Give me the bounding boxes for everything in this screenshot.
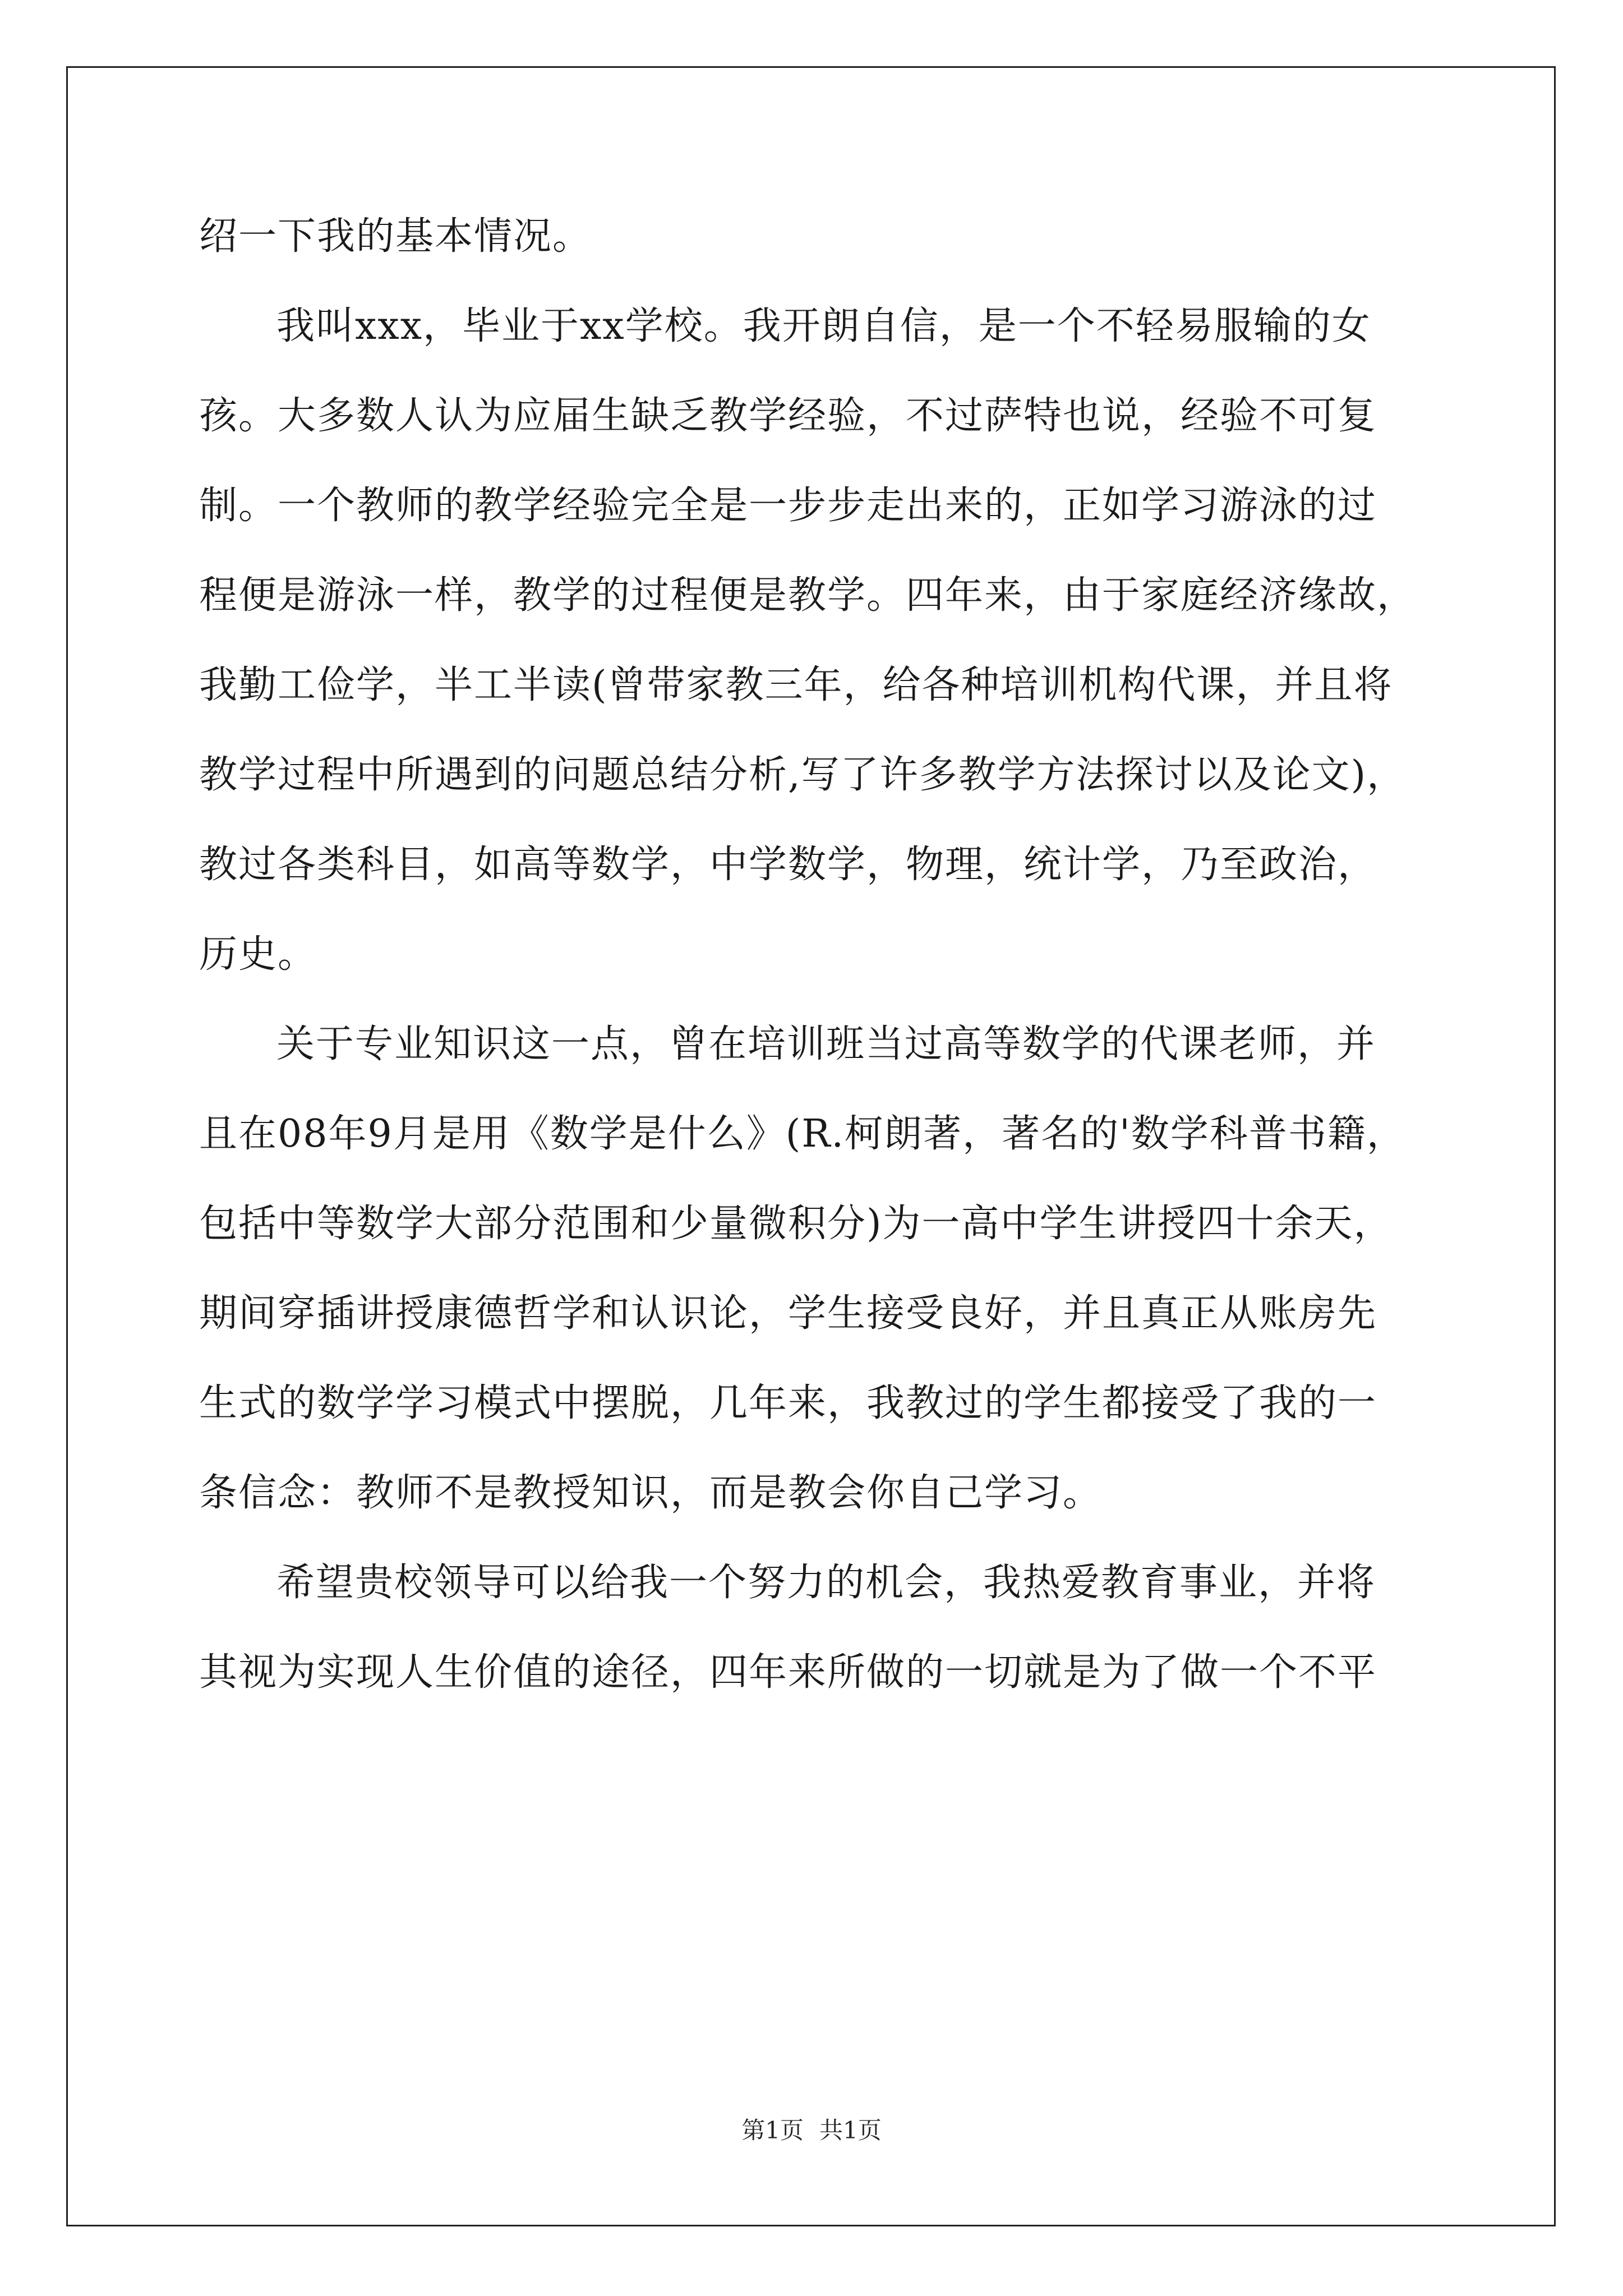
text-line: 条信念：教师不是教授知识，而是教会你自己学习。: [199, 1471, 1103, 1515]
text-line: 期间穿插讲授康德哲学和认识论，学生接受良好，并且真正从账房先: [199, 1291, 1377, 1336]
text-line: 希望贵校领导可以给我一个努力的机会，我热爱教育事业，并将: [276, 1561, 1376, 1605]
text-line: 孩。大多数人认为应届生缺乏教学经验，不过萨特也说，经验不可复: [199, 394, 1377, 438]
text-line: 程便是游泳一样，教学的过程便是教学。四年来，由于家庭经济缘故，: [199, 573, 1417, 618]
page-number: 第1页: [741, 2116, 804, 2144]
text-line: 绍一下我的基本情况。: [199, 214, 592, 259]
text-line: 历史。: [199, 932, 317, 977]
text-line: 我勤工俭学，半工半读(曾带家教三年，给各种培训机构代课，并且将: [199, 663, 1393, 707]
text-line: 其视为实现人生价值的途径，四年来所做的一切就是为了做一个不平: [199, 1650, 1377, 1695]
text-line: 生式的数学学习模式中摆脱，几年来，我教过的学生都接受了我的一: [199, 1381, 1377, 1425]
text-line: 教学过程中所遇到的问题总结分析,写了许多教学方法探讨以及论文)，: [199, 753, 1407, 797]
text-line: 且在08年9月是用《数学是什么》(R.柯朗著，著名的'数学科普书籍，: [199, 1112, 1406, 1156]
page-total: 共1页: [819, 2116, 882, 2144]
text-line: 教过各类科目，如高等数学，中学数学，物理，统计学，乃至政治，: [199, 843, 1377, 887]
text-line: 包括中等数学大部分范围和少量微积分)为一高中学生讲授四十余天，: [199, 1202, 1393, 1246]
text-line: 关于专业知识这一点，曾在培训班当过高等数学的代课老师，并: [276, 1022, 1376, 1066]
page-footer: [0, 2114, 1623, 2147]
text-line: 制。一个教师的教学经验完全是一步步走出来的，正如学习游泳的过: [199, 484, 1377, 528]
text-line: 我叫xxx，毕业于xx学校。我开朗自信，是一个不轻易服输的女: [276, 304, 1371, 348]
